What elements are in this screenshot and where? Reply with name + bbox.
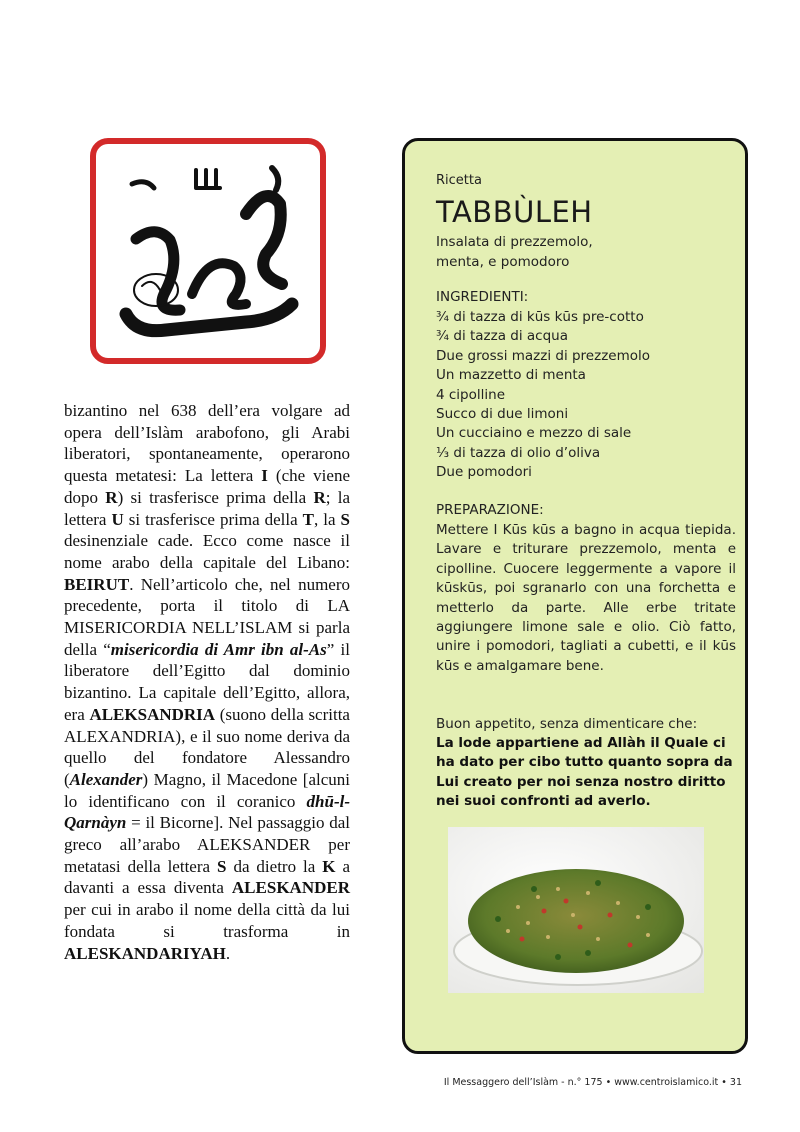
article-text-segment: U xyxy=(111,509,124,529)
closing-blessing: La lode appartiene ad Allàh il Quale ci ha dato per cibo tutto quanto sopra da Lui creato per noi senza nostro diritto nei suoi confronti ad averlo. xyxy=(436,735,733,810)
article-text-segment: . Nell’articolo che, nel numero precedente, porta il titolo di LA MISERICORDIA NELL’ISLAM si parla della “ xyxy=(64,574,350,659)
recipe-subtitle-line: Insalata di prezzemolo, xyxy=(436,234,593,250)
article-text-segment: ALESKANDARIYAH xyxy=(64,943,226,963)
page-footer xyxy=(444,1077,742,1088)
article-text-segment: . xyxy=(225,943,231,963)
recipe-box xyxy=(402,138,748,1054)
tabbouleh-salad-photo xyxy=(448,827,704,993)
article-text-segment: misericordia di Amr ibn al-As xyxy=(110,639,327,659)
article-text-segment: (che viene dopo xyxy=(64,466,350,507)
ingredient-item: ⅓ di tazza di olio d’oliva xyxy=(436,444,601,461)
preparation-heading: PREPARAZIONE: xyxy=(436,502,544,518)
article-text-segment: R xyxy=(105,487,118,507)
article-text-segment: BEIRUT xyxy=(64,574,130,594)
article-body xyxy=(64,400,350,964)
article-text-segment: da dietro la xyxy=(226,856,323,876)
ingredient-item: Due grossi mazzi di prezzemolo xyxy=(436,347,651,364)
article-text-segment: I xyxy=(261,466,268,486)
footer-separator: • xyxy=(605,1077,612,1088)
ingredient-item: 4 cipolline xyxy=(436,386,505,403)
article-text-segment: = il Bicorne]. Nel passaggio dal greco all’arabo ALEKSANDER per metatasi della lettera xyxy=(64,813,350,876)
ingredients-list xyxy=(436,308,736,483)
article-text-segment: R xyxy=(313,487,326,507)
article-text-segment: Alexander xyxy=(69,769,143,789)
page-number: 31 xyxy=(729,1077,742,1088)
article-text-segment: ” il liberatore dell’Egitto dal dominio bizantino. La capitale dell’Egitto, allora, era xyxy=(64,639,350,724)
article-text-segment: ALESKANDER xyxy=(231,878,350,898)
article-text-segment: S xyxy=(217,856,227,876)
recipe-title: TABBÙLEH xyxy=(436,195,593,229)
muhammad-calligraphy-icon xyxy=(96,144,320,358)
ingredient-item: ¾ di tazza di acqua xyxy=(436,328,568,345)
calligraphy-frame xyxy=(90,138,326,364)
closing-lead: Buon appetito, senza dimenticare che: xyxy=(436,716,698,732)
ingredient-item: Succo di due limoni xyxy=(436,406,569,423)
article-text-segment: , la xyxy=(314,509,341,529)
article-text-segment: ALEKSANDRIA xyxy=(89,704,216,724)
recipe-subtitle-line: menta, e pomodoro xyxy=(436,253,570,270)
article-text-segment: ) Magno, il Macedone [alcuni lo identificano con il coranico xyxy=(64,769,350,811)
recipe-kicker: Ricetta xyxy=(436,173,482,188)
article-text-segment: si trasferisce prima della xyxy=(123,509,303,529)
preparation-text: Mettere I Kūs kūs a bagno in acqua tiepida. Lavare e triturare prezzemolo, menta e cipolline. Cuocere leggermente a vapore il kūskūs, poi sgranarlo con una forchetta e metterlo da parte. Alle erbe tritate aggiungere limone sale e olio. Ciò fatto, unire i pomodori, tagliati a cubetti, e il kūs kūs e amalgamare bene. xyxy=(436,522,736,674)
recipe-subtitle xyxy=(436,233,736,272)
article-text-segment: (suono della scritta ALEXANDRIA), e il suo nome deriva da quello del fondatore Alessandro ( xyxy=(64,704,350,789)
article-text-segment: T xyxy=(302,509,315,529)
article-text-segment: ) si trasferisce prima della xyxy=(117,487,314,507)
ingredient-item: Due pomodori xyxy=(436,464,532,481)
article-text-segment: dhū-l-Qarnàyn xyxy=(64,791,350,833)
article-text-segment: a davanti a essa diventa xyxy=(64,856,350,898)
article-text-segment: per cui in arabo il nome della città da lui fondata si trasforma in xyxy=(64,900,350,941)
ingredient-item: Un cucciaino e mezzo di sale xyxy=(436,425,632,442)
article-text-segment: bizantino nel 638 dell’era volgare ad opera dell’Islàm arabofono, gli Arabi liberatori, spontaneamente, operarono questa metatesi: La lettera xyxy=(64,401,350,486)
article-text-segment: desinenziale cade. Ecco come nasce il nome arabo della capitale del Libano: xyxy=(64,531,350,572)
ingredient-item: Un mazzetto di menta xyxy=(436,367,586,384)
footer-separator: • xyxy=(721,1077,727,1088)
article-text-segment: K xyxy=(322,856,336,876)
ingredient-item: ¾ di tazza di kūs kūs pre-cotto xyxy=(436,309,644,325)
article-text-segment: ; la lettera xyxy=(64,487,350,529)
article-text-segment: S xyxy=(340,509,351,529)
ingredients-heading: INGREDIENTI: xyxy=(436,289,529,305)
website-link[interactable]: www.centroislamico.it xyxy=(614,1077,719,1088)
magazine-issue: Il Messaggero dell’Islàm - n.° 175 xyxy=(443,1077,603,1088)
